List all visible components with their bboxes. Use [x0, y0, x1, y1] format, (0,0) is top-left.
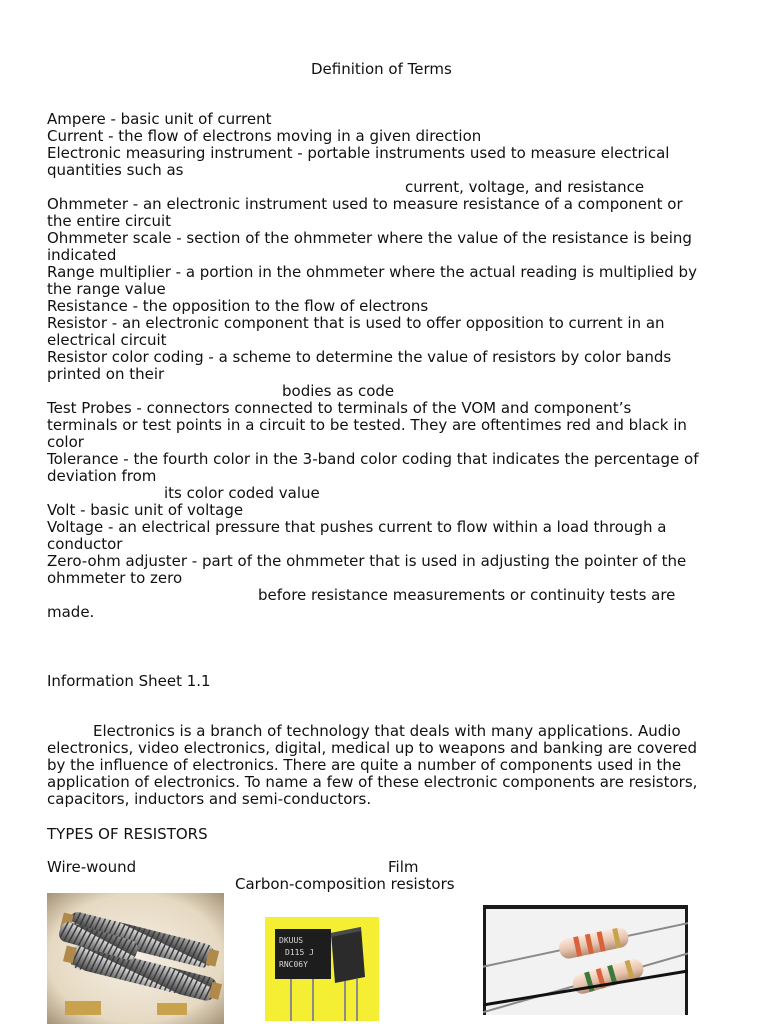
definition-line: terminals or test points in a circuit to be tested. They are oftentimes red and black in [47, 416, 687, 434]
definition-line: Voltage - an electrical pressure that pushes current to flow within a load through a [47, 518, 667, 536]
paragraph-line: application of electronics. To name a few of these electronic components are resistors, [47, 773, 698, 791]
wire-wound-label: Wire-wound [47, 858, 137, 876]
definition-line: Ampere - basic unit of current [47, 110, 272, 128]
definition-line: Volt - basic unit of voltage [47, 501, 244, 519]
definition-line: Electronic measuring instrument - portable instruments used to measure electrical [47, 144, 670, 162]
types-heading: TYPES OF RESISTORS [47, 825, 208, 843]
definition-line: Zero-ohm adjuster - part of the ohmmeter that is used in adjusting the pointer of the [47, 552, 687, 570]
film-resistor-image [265, 917, 379, 1021]
paragraph-line: capacitors, inductors and semi-conductors. [47, 790, 372, 808]
wire-wound-resistor-image [47, 893, 224, 1024]
page-title: Definition of Terms [311, 60, 452, 78]
definition-line: electrical circuit [47, 331, 167, 349]
definition-line: Range multiplier - a portion in the ohmmeter where the actual reading is multiplied by [47, 263, 697, 281]
definition-line: quantities such as [47, 161, 184, 179]
definition-line: the range value [47, 280, 166, 298]
definition-line: deviation from [47, 467, 157, 485]
definition-line: ohmmeter to zero [47, 569, 183, 587]
capacitor-marking: RNC06Y [279, 960, 308, 969]
definition-line: made. [47, 603, 95, 621]
definition-line: bodies as code [282, 382, 395, 400]
definition-line: indicated [47, 246, 117, 264]
carbon-composition-label: Carbon-composition resistors [235, 875, 455, 893]
definition-line: Current - the flow of electrons moving in a given direction [47, 127, 482, 145]
definition-line: color [47, 433, 84, 451]
definition-line: current, voltage, and resistance [405, 178, 645, 196]
definition-line: Test Probes - connectors connected to terminals of the VOM and component’s [47, 399, 632, 417]
definition-line: before resistance measurements or continuity tests are [258, 586, 676, 604]
capacitor-marking: D115 J [285, 948, 314, 957]
definition-line: Tolerance - the fourth color in the 3-band color coding that indicates the percentage of [47, 450, 699, 468]
carbon-composition-resistor-image [483, 905, 688, 1015]
definition-line: the entire circuit [47, 212, 172, 230]
info-sheet-title: Information Sheet 1.1 [47, 672, 211, 690]
definition-line: Ohmmeter - an electronic instrument used to measure resistance of a component or [47, 195, 683, 213]
definition-line: its color coded value [164, 484, 320, 502]
capacitor-marking: DKUUS [279, 936, 304, 945]
definition-line: conductor [47, 535, 123, 553]
definition-line: printed on their [47, 365, 165, 383]
paragraph-line: by the influence of electronics. There are quite a number of components used in the [47, 756, 682, 774]
definition-line: Ohmmeter scale - section of the ohmmeter where the value of the resistance is being [47, 229, 692, 247]
paragraph-line: Electronics is a branch of technology that deals with many applications. Audio [93, 722, 681, 740]
film-label: Film [388, 858, 419, 876]
paragraph-line: electronics, video electronics, digital, medical up to weapons and banking are covered [47, 739, 697, 757]
definition-line: Resistance - the opposition to the flow of electrons [47, 297, 429, 315]
definition-line: Resistor - an electronic component that is used to offer opposition to current in an [47, 314, 665, 332]
definition-line: Resistor color coding - a scheme to determine the value of resistors by color bands [47, 348, 672, 366]
